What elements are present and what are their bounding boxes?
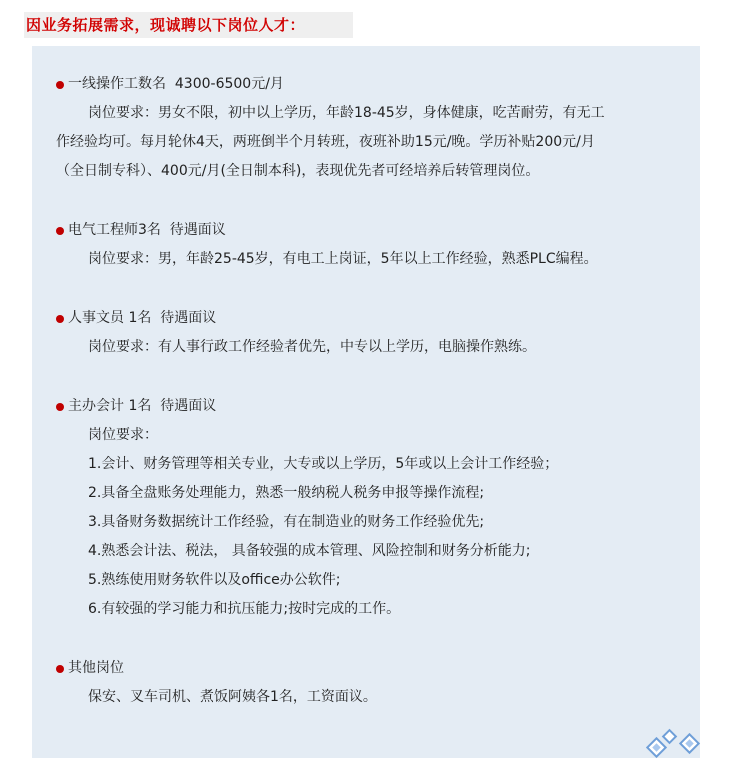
bullet-icon	[56, 665, 64, 673]
diamond-decoration-icon	[646, 726, 706, 766]
job-electrical-engineer	[56, 216, 696, 274]
bullet-icon	[56, 227, 64, 235]
job-requirement-line: 4.熟悉会计法、税法， 具备较强的成本管理、风险控制和财务分析能力;	[88, 543, 531, 559]
job-title: 其他岗位	[56, 654, 696, 683]
bullet-icon	[56, 403, 64, 411]
job-accountant	[56, 392, 696, 624]
job-hr-clerk	[56, 304, 696, 362]
job-title: 人事文员 1名 待遇面议	[56, 304, 696, 333]
job-requirement-line: 岗位要求：	[88, 427, 158, 443]
job-requirement-line: 1.会计、财务管理等相关专业，大专或以上学历，5年或以上会计工作经验；	[88, 456, 559, 472]
job-requirement-line: 5.熟练使用财务软件以及office办公软件;	[88, 572, 341, 588]
job-title: 一线操作工数名 4300-6500元/月	[56, 70, 696, 99]
job-requirement-line: 2.具备全盘账务处理能力，熟悉一般纳税人税务申报等操作流程;	[88, 485, 485, 501]
job-requirement-line: 3.具备财务数据统计工作经验，有在制造业的财务工作经验优先;	[88, 514, 485, 530]
job-title: 主办会计 1名 待遇面议	[56, 392, 696, 421]
job-requirement-line: 岗位要求：男，年龄25-45岁，有电工上岗证，5年以上工作经验，熟悉PLC编程。	[88, 251, 598, 267]
job-requirement-line: （全日制专科）、400元/月(全日制本科)，表现优先者可经培养后转管理岗位。	[56, 163, 540, 179]
job-title: 电气工程师3名 待遇面议	[56, 216, 696, 245]
job-requirement-line: 6.有较强的学习能力和抗压能力;按时完成的工作。	[88, 601, 401, 617]
job-requirement-line: 岗位要求：有人事行政工作经验者优先，中专以上学历，电脑操作熟练。	[88, 339, 536, 355]
job-operator	[56, 70, 696, 186]
bullet-icon	[56, 315, 64, 323]
job-requirement-line: 保安、叉车司机、煮饭阿姨各1名，工资面议。	[88, 689, 377, 705]
page-title: 因业务拓展需求，现诚聘以下岗位人才：	[26, 16, 306, 34]
job-requirement-line: 岗位要求：男女不限，初中以上学历，年龄18-45岁，身体健康，吃苦耐劳，有无工	[88, 105, 605, 121]
job-requirement-line: 作经验均可。每月轮休4天，两班倒半个月转班，夜班补助15元/晚。学历补贴200元/月	[56, 134, 595, 150]
bullet-icon	[56, 81, 64, 89]
job-other	[56, 654, 696, 712]
